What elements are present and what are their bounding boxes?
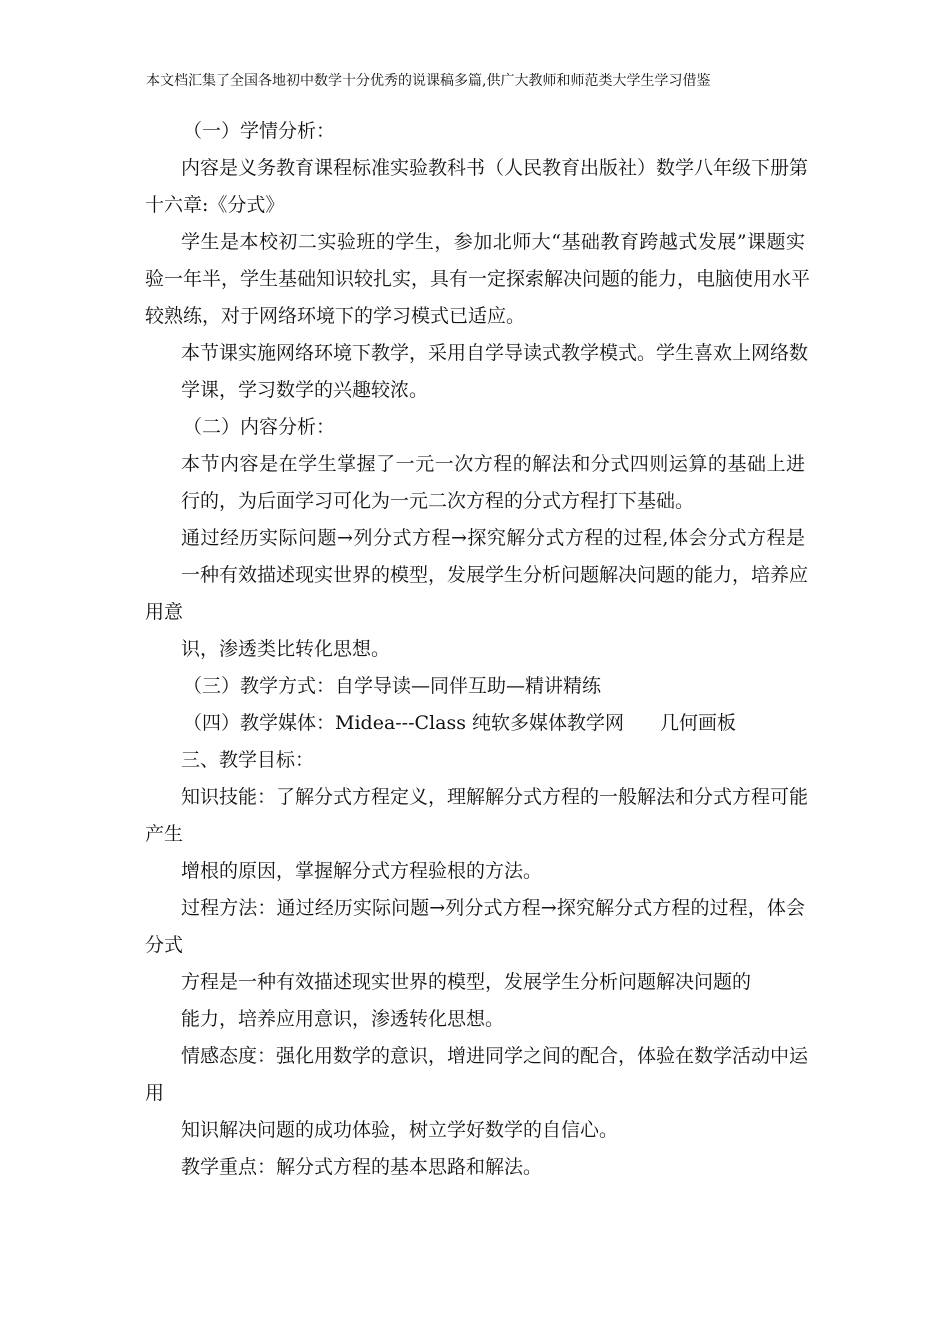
- paragraph-line: [145, 266, 811, 292]
- document-header: 本文档汇集了全国各地初中数学十分优秀的说课稿多篇,供广大教师和师范类大学生学习借鉴: [146, 73, 711, 89]
- paragraph-line: [181, 895, 805, 921]
- paragraph-line: [181, 525, 805, 551]
- paragraph-line: 用: [145, 1082, 165, 1104]
- paragraph-line-text: 本节课实施网络环境下教学，采用自学导读式教学模式。学生喜欢上网络数: [181, 342, 809, 364]
- section-heading-learning-analysis: （一）学情分析：: [183, 120, 336, 142]
- teaching-media-extra: 几何画板: [660, 712, 737, 734]
- paragraph-line: [181, 451, 805, 477]
- paragraph-line: 方程是一种有效描述现实世界的模型，发展学生分析问题解决问题的: [181, 971, 752, 993]
- paragraph-line: 学课，学习数学的兴趣较浓。: [181, 379, 429, 401]
- paragraph-line: [181, 1043, 809, 1069]
- paragraph-line-text: 情感态度：强化用数学的意识，增进同学之间的配合，体验在数学活动中运: [181, 1045, 809, 1067]
- paragraph-line: 用意: [145, 601, 184, 623]
- paragraph-line-text: 内容是义务教育课程标准实验教科书（人民教育出版社）数学八年级下册第: [181, 157, 809, 179]
- paragraph-line: [181, 229, 805, 255]
- section-heading-teaching-goals: 三、教学目标：: [181, 749, 315, 771]
- teaching-media-main: （四）教学媒体：Midea---Class 纯软多媒体教学网: [183, 712, 625, 734]
- teaching-media-line: [183, 710, 736, 736]
- paragraph-line: 行的，为后面学习可化为一元二次方程的分式方程打下基础。: [181, 490, 695, 512]
- paragraph-line: [181, 155, 809, 181]
- paragraph-line: [181, 340, 809, 366]
- paragraph-line-text: 学生是本校初二实验班的学生，参加北师大“基础教育跨越式发展”课题实: [181, 231, 805, 253]
- paragraph-line: 十六章:《分式》: [145, 194, 285, 216]
- paragraph-line-text: 过程方法：通过经历实际问题→列分式方程→探究解分式方程的过程，体会: [181, 897, 805, 919]
- paragraph-line: 分式: [145, 934, 184, 956]
- teaching-method-line: （三）教学方式：自学导读—同伴互助—精讲精练: [183, 675, 602, 697]
- paragraph-line: [181, 562, 809, 588]
- paragraph-line: 能力，培养应用意识，渗透转化思想。: [181, 1008, 505, 1030]
- paragraph-line: 较熟练，对于网络环境下的学习模式已适应。: [145, 305, 526, 327]
- paragraph-line: 识，渗透类比转化思想。: [181, 638, 391, 660]
- paragraph-line: 知识解决问题的成功体验，树立学好数学的自信心。: [181, 1119, 619, 1141]
- paragraph-line: [181, 784, 809, 810]
- section-heading-content-analysis: （二）内容分析：: [183, 416, 336, 438]
- paragraph-line-text: 通过经历实际问题→列分式方程→探究解分式方程的过程,体会分式方程是: [181, 527, 805, 549]
- teaching-focus-line: 教学重点：解分式方程的基本思路和解法。: [181, 1156, 543, 1178]
- paragraph-line-text: 知识技能：了解分式方程定义，理解解分式方程的一般解法和分式方程可能: [181, 786, 809, 808]
- paragraph-line-text: 验一年半，学生基础知识较扎实，具有一定探索解决问题的能力，电脑使用水平: [145, 268, 811, 290]
- paragraph-line: 增根的原因，掌握解分式方程验根的方法。: [181, 860, 543, 882]
- paragraph-line-text: 一种有效描述现实世界的模型，发展学生分析问题解决问题的能力，培养应: [181, 564, 809, 586]
- paragraph-line: 产生: [145, 823, 184, 845]
- paragraph-line-text: 本节内容是在学生掌握了一元一次方程的解法和分式四则运算的基础上进: [181, 453, 805, 475]
